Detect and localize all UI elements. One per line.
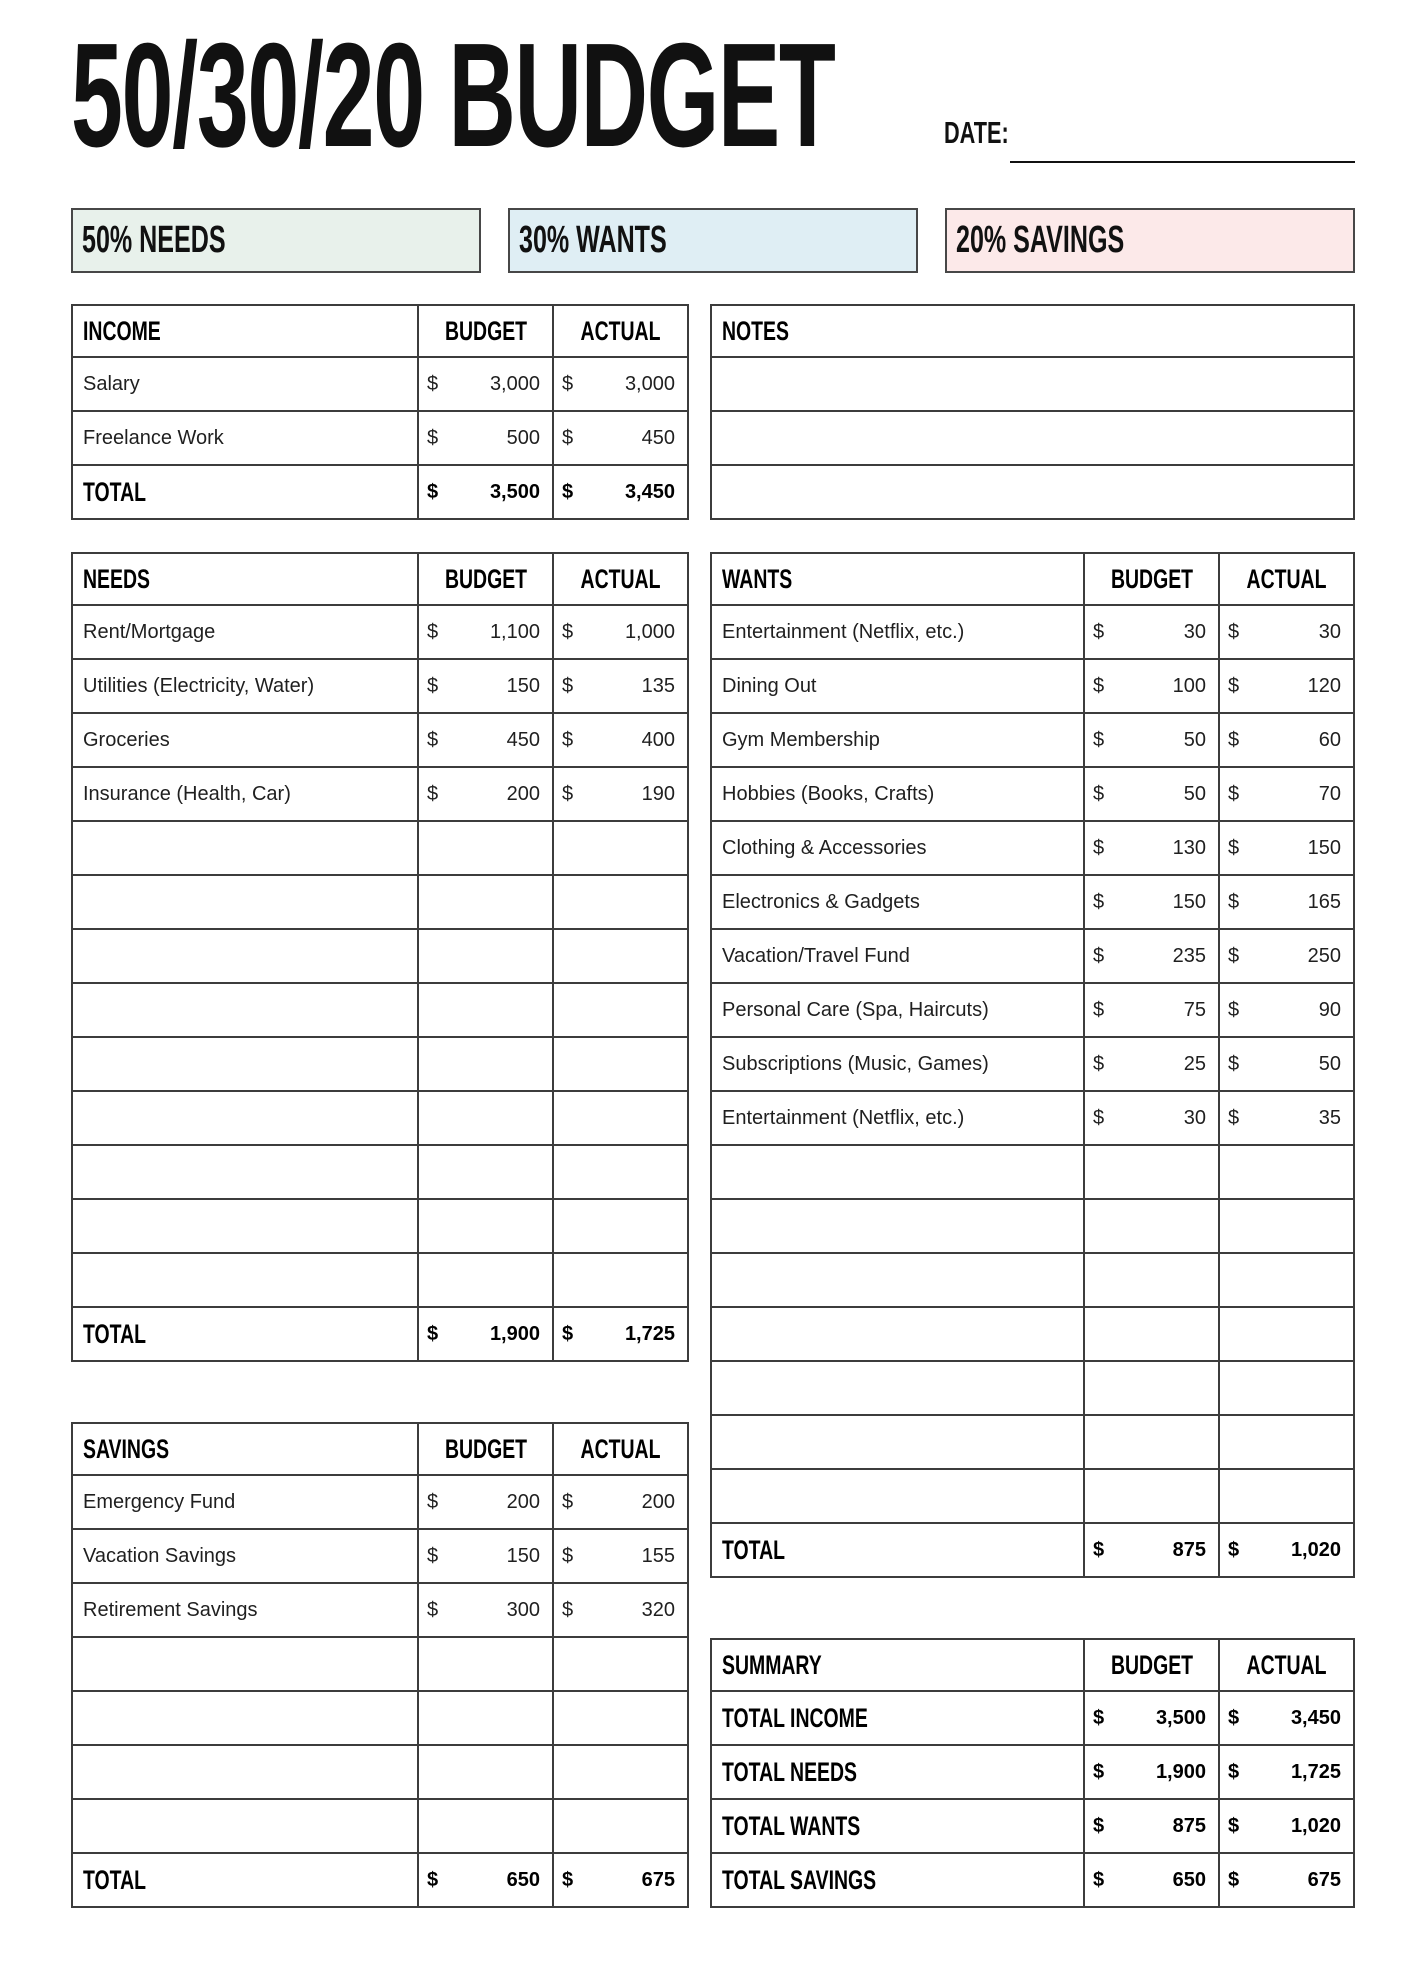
empty-cell [73,1746,417,1798]
wants-budget-value: $ 50 [1085,768,1218,820]
empty-cell [1220,1200,1353,1252]
content-columns [71,304,1355,1908]
empty-cell [1220,1470,1353,1522]
income-budget-value: $ 500 [419,412,552,464]
savings-actual-header-cell: ACTUAL [554,1424,687,1474]
savings-budget-value: $ 150 [419,1530,552,1582]
summary-total-wants-label: TOTAL WANTS [712,1800,1083,1852]
needs-actual-value: $ 1,000 [554,606,687,658]
empty-cell [554,822,687,874]
wants-row-label: Entertainment (Netflix, etc.) [712,606,1083,658]
needs-row-label: Insurance (Health, Car) [73,768,417,820]
empty-cell [73,1254,417,1306]
income-actual-header-cell: ACTUAL [554,306,687,356]
empty-cell [419,1800,552,1852]
wants-actual-value: $ 120 [1220,660,1353,712]
notes-table [710,304,1355,520]
savings-budget-value: $ 300 [419,1584,552,1636]
empty-cell [712,1470,1083,1522]
badge-wants [508,208,918,273]
empty-cell [1085,1200,1218,1252]
empty-cell [73,876,417,928]
notes-header-cell [712,306,1353,356]
income-total-label: TOTAL [73,466,417,518]
empty-cell [1085,1470,1218,1522]
needs-title: NEEDS [83,563,150,594]
empty-cell [1085,1146,1218,1198]
wants-row-label: Dining Out [712,660,1083,712]
wants-budget-value: $ 30 [1085,606,1218,658]
wants-table [710,552,1355,1578]
needs-actual-header-cell: ACTUAL [554,554,687,604]
empty-cell [712,1254,1083,1306]
savings-table [71,1422,689,1908]
empty-cell [554,930,687,982]
summary-total-savings-budget: $ 650 [1085,1854,1218,1906]
savings-budget-value: $ 200 [419,1476,552,1528]
wants-row-label: Subscriptions (Music, Games) [712,1038,1083,1090]
badge-needs-label: 50% NEEDS [82,219,226,261]
needs-row-label: Utilities (Electricity, Water) [73,660,417,712]
summary-total-savings-actual: $ 675 [1220,1854,1353,1906]
income-actual-value: $ 450 [554,412,687,464]
summary-budget-header-cell: BUDGET [1085,1640,1218,1690]
badge-needs [71,208,481,273]
wants-budget-value: $ 100 [1085,660,1218,712]
needs-row-label: Rent/Mortgage [73,606,417,658]
category-badges [71,208,1355,273]
savings-total-actual: $ 675 [554,1854,687,1906]
empty-cell [419,1092,552,1144]
income-row-label: Freelance Work [73,412,417,464]
empty-cell [1085,1416,1218,1468]
wants-budget-value: $ 50 [1085,714,1218,766]
wants-budget-value: $ 130 [1085,822,1218,874]
wants-actual-value: $ 165 [1220,876,1353,928]
income-total-actual: $ 3,450 [554,466,687,518]
empty-cell [1220,1146,1353,1198]
savings-row-label: Retirement Savings [73,1584,417,1636]
empty-cell [73,1146,417,1198]
empty-cell [419,1200,552,1252]
needs-header-cell [73,554,417,604]
empty-cell [73,1800,417,1852]
income-total-budget: $ 3,500 [419,466,552,518]
savings-header-cell [73,1424,417,1474]
needs-budget-value: $ 1,100 [419,606,552,658]
wants-row-label: Personal Care (Spa, Haircuts) [712,984,1083,1036]
needs-budget-value: $ 150 [419,660,552,712]
wants-total-label: TOTAL [712,1524,1083,1576]
wants-actual-value: $ 60 [1220,714,1353,766]
savings-actual-value: $ 155 [554,1530,687,1582]
empty-cell [554,1800,687,1852]
needs-actual-value: $ 190 [554,768,687,820]
wants-header-cell [712,554,1083,604]
empty-cell [73,984,417,1036]
income-title: INCOME [83,315,161,346]
empty-cell [73,822,417,874]
empty-cell [554,1200,687,1252]
income-actual-value: $ 3,000 [554,358,687,410]
empty-cell [1085,1362,1218,1414]
empty-cell [554,1092,687,1144]
wants-title: WANTS [722,563,793,594]
wants-total-actual: $ 1,020 [1220,1524,1353,1576]
date-label: DATE: [944,115,1009,150]
needs-row-label: Groceries [73,714,417,766]
summary-total-wants-actual: $ 1,020 [1220,1800,1353,1852]
empty-cell [1220,1254,1353,1306]
empty-cell [73,1200,417,1252]
wants-budget-value: $ 235 [1085,930,1218,982]
empty-cell [712,1416,1083,1468]
empty-cell [419,1638,552,1690]
empty-cell [1085,1254,1218,1306]
empty-cell [419,984,552,1036]
summary-actual-header-cell: ACTUAL [1220,1640,1353,1690]
wants-row-label: Electronics & Gadgets [712,876,1083,928]
empty-cell [1085,1308,1218,1360]
right-column [710,304,1355,1908]
empty-cell [73,1038,417,1090]
wants-budget-value: $ 30 [1085,1092,1218,1144]
empty-cell [73,930,417,982]
empty-cell [73,1638,417,1690]
income-budget-value: $ 3,000 [419,358,552,410]
wants-budget-header-cell: BUDGET [1085,554,1218,604]
needs-total-budget: $ 1,900 [419,1308,552,1360]
income-budget-header-cell: BUDGET [419,306,552,356]
notes-title: NOTES [722,315,789,346]
needs-budget-value: $ 200 [419,768,552,820]
income-row-label: Salary [73,358,417,410]
summary-title: SUMMARY [722,1649,822,1680]
income-table [71,304,689,520]
summary-total-needs-budget: $ 1,900 [1085,1746,1218,1798]
empty-cell [554,984,687,1036]
summary-total-needs-label: TOTAL NEEDS [712,1746,1083,1798]
empty-cell [554,1638,687,1690]
badge-savings-label: 20% SAVINGS [956,219,1125,261]
empty-cell [1220,1416,1353,1468]
wants-actual-header-cell: ACTUAL [1220,554,1353,604]
wants-actual-value: $ 250 [1220,930,1353,982]
summary-total-income-budget: $ 3,500 [1085,1692,1218,1744]
empty-cell [554,1038,687,1090]
empty-cell [554,1746,687,1798]
wants-row-label: Clothing & Accessories [712,822,1083,874]
empty-cell [73,1092,417,1144]
summary-total-income-label: TOTAL INCOME [712,1692,1083,1744]
wants-row-label: Gym Membership [712,714,1083,766]
needs-table [71,552,689,1362]
empty-cell [712,358,1353,410]
empty-cell [1220,1362,1353,1414]
page-title: 50/30/20 BUDGET [71,13,835,178]
savings-row-label: Emergency Fund [73,1476,417,1528]
empty-cell [712,412,1353,464]
empty-cell [712,1308,1083,1360]
savings-budget-header-cell: BUDGET [419,1424,552,1474]
savings-total-label: TOTAL [73,1854,417,1906]
summary-table [710,1638,1355,1908]
empty-cell [419,1146,552,1198]
empty-cell [73,1692,417,1744]
empty-cell [554,1254,687,1306]
wants-actual-value: $ 50 [1220,1038,1353,1090]
summary-total-needs-actual: $ 1,725 [1220,1746,1353,1798]
empty-cell [419,1692,552,1744]
needs-budget-header-cell: BUDGET [419,554,552,604]
empty-cell [419,1746,552,1798]
badge-savings [945,208,1355,273]
empty-cell [554,876,687,928]
wants-actual-value: $ 35 [1220,1092,1353,1144]
empty-cell [554,1692,687,1744]
savings-actual-value: $ 200 [554,1476,687,1528]
wants-budget-value: $ 150 [1085,876,1218,928]
empty-cell [554,1146,687,1198]
empty-cell [419,876,552,928]
date-field [944,107,1355,163]
empty-cell [419,1254,552,1306]
needs-total-actual: $ 1,725 [554,1308,687,1360]
income-header-cell [73,306,417,356]
wants-budget-value: $ 25 [1085,1038,1218,1090]
needs-actual-value: $ 135 [554,660,687,712]
summary-total-savings-label: TOTAL SAVINGS [712,1854,1083,1906]
savings-actual-value: $ 320 [554,1584,687,1636]
wants-actual-value: $ 150 [1220,822,1353,874]
badge-wants-label: 30% WANTS [519,219,667,261]
wants-total-budget: $ 875 [1085,1524,1218,1576]
budget-page [71,0,1355,1908]
empty-cell [419,930,552,982]
summary-header-cell [712,1640,1083,1690]
wants-actual-value: $ 30 [1220,606,1353,658]
empty-cell [712,1200,1083,1252]
wants-row-label: Entertainment (Netflix, etc.) [712,1092,1083,1144]
needs-budget-value: $ 450 [419,714,552,766]
savings-row-label: Vacation Savings [73,1530,417,1582]
savings-total-budget: $ 650 [419,1854,552,1906]
wants-actual-value: $ 90 [1220,984,1353,1036]
wants-row-label: Hobbies (Books, Crafts) [712,768,1083,820]
date-fill-line [1010,161,1355,163]
summary-total-income-actual: $ 3,450 [1220,1692,1353,1744]
summary-total-wants-budget: $ 875 [1085,1800,1218,1852]
savings-title: SAVINGS [83,1433,170,1464]
needs-actual-value: $ 400 [554,714,687,766]
needs-total-label: TOTAL [73,1308,417,1360]
empty-cell [712,1362,1083,1414]
left-column [71,304,689,1908]
wants-actual-value: $ 70 [1220,768,1353,820]
empty-cell [419,1038,552,1090]
page-header [71,13,1355,178]
empty-cell [1220,1308,1353,1360]
empty-cell [712,1146,1083,1198]
empty-cell [712,466,1353,518]
wants-row-label: Vacation/Travel Fund [712,930,1083,982]
empty-cell [419,822,552,874]
wants-budget-value: $ 75 [1085,984,1218,1036]
